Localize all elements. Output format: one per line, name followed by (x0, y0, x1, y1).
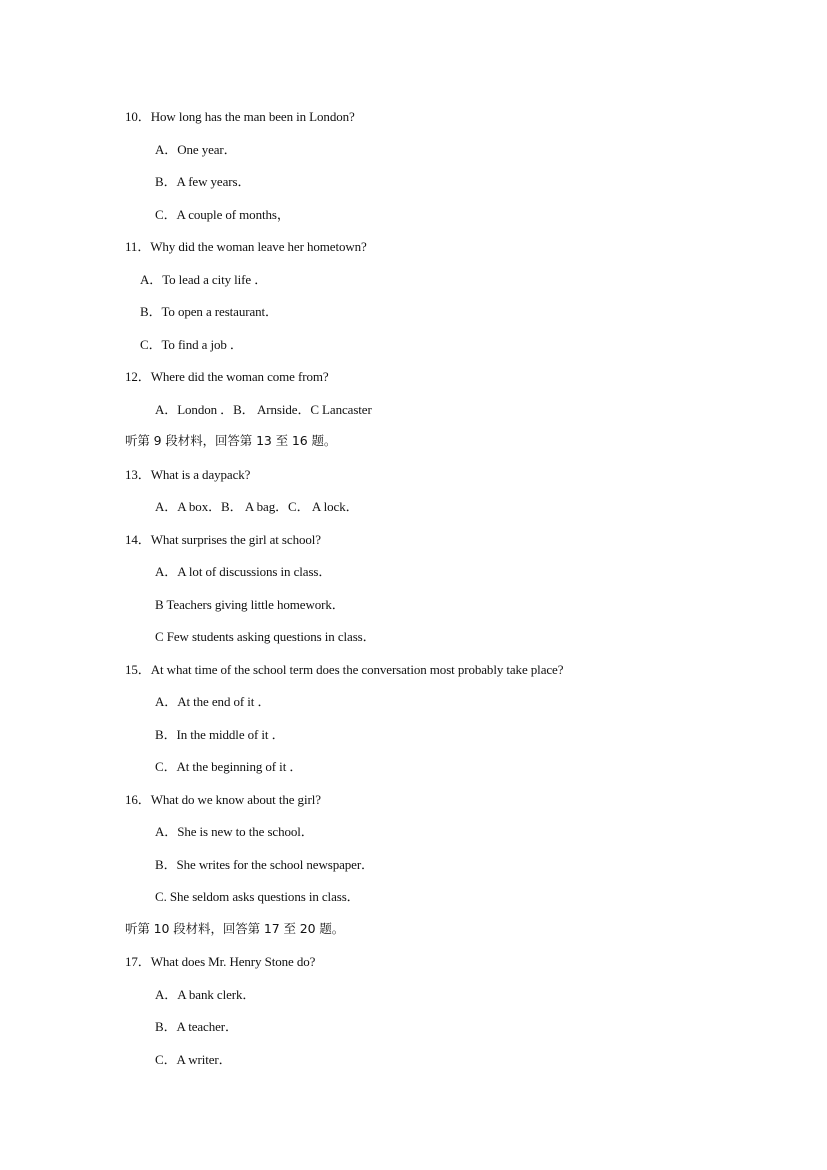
option-15-b: B．In the middle of it ． (155, 727, 285, 742)
question-15: 15．At what time of the school term does the conversation most probably take place? (125, 662, 564, 677)
question-17: 17．What does Mr. Henry Stone do? (125, 954, 316, 969)
question-14: 14．What surprises the girl at school? (125, 532, 321, 547)
question-13: 13．What is a daypack? (125, 467, 251, 482)
option-10-b: B．A few years． (155, 174, 251, 189)
option-16-b: B．She writes for the school newspaper． (155, 857, 374, 872)
option-11-c: C．To find a job ． (140, 337, 243, 352)
option-11-b: B．To open a restaurant． (140, 304, 278, 319)
option-17-b: B．A teacher． (155, 1019, 238, 1034)
option-17-c: C．A writer． (155, 1052, 232, 1067)
option-15-a: A．At the end of it ． (155, 694, 271, 709)
option-15-c: C．At the beginning of it ． (155, 759, 303, 774)
options-13: A．A box．B． A bag．C． A lock． (155, 499, 359, 514)
option-14-c: C Few students asking questions in class． (155, 629, 376, 644)
option-14-b: B Teachers giving little homework． (155, 597, 345, 612)
question-12: 12．Where did the woman come from? (125, 369, 329, 384)
option-11-a: A．To lead a city life ． (140, 272, 268, 287)
question-10: 10．How long has the man been in London? (125, 109, 355, 124)
question-16: 16．What do we know about the girl? (125, 792, 321, 807)
option-17-a: A．A bank clerk． (155, 987, 256, 1002)
section-header-9: 听第 9 段材料，回答第 13 至 16 题。 (125, 433, 337, 448)
option-14-a: A．A lot of discussions in class． (155, 564, 332, 579)
option-10-c: C．A couple of months， (155, 207, 290, 222)
options-12: A．London ．B． Arnside．C Lancaster (155, 402, 372, 417)
option-16-c: C. She seldom asks questions in class． (155, 889, 360, 904)
section-header-10: 听第 10 段材料，回答第 17 至 20 题。 (125, 921, 345, 936)
question-11: 11．Why did the woman leave her hometown? (125, 239, 367, 254)
option-10-a: A．One year． (155, 142, 237, 157)
option-16-a: A．She is new to the school． (155, 824, 314, 839)
